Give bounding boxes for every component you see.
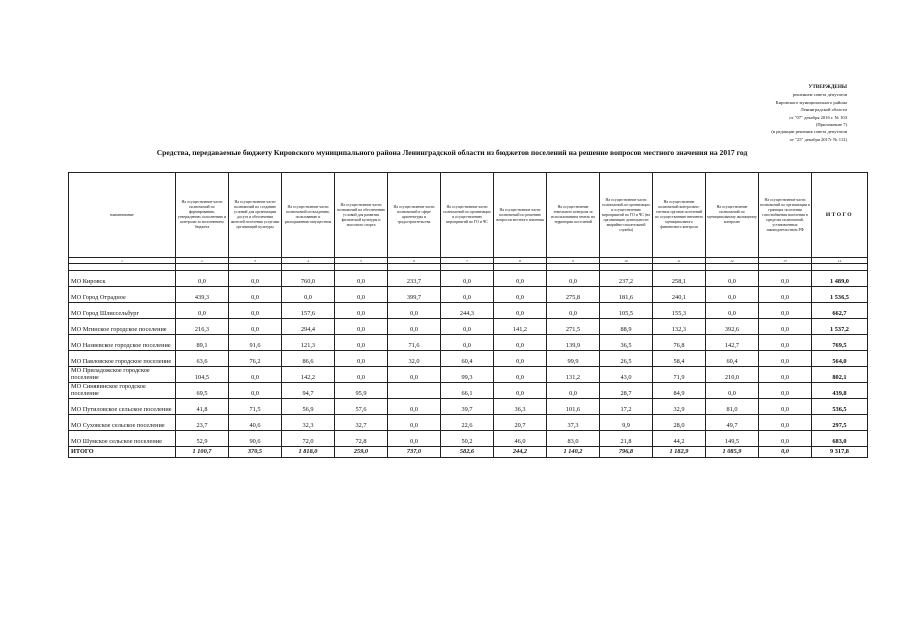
value-cell: 0,0 xyxy=(282,287,335,303)
value-cell: 0,0 xyxy=(229,383,282,399)
value-cell: 26,5 xyxy=(600,351,653,367)
column-number: 1 xyxy=(69,258,176,264)
value-cell: 104,5 xyxy=(176,367,229,383)
column-header: На осуществление части полномочий по обеспечению условий для развития физической культуры и массового спорта xyxy=(335,173,388,258)
row-total-cell: 802,1 xyxy=(812,367,868,383)
table-row xyxy=(69,351,868,367)
spacer-cell xyxy=(69,264,176,271)
value-cell: 32,9 xyxy=(653,399,706,415)
settlement-name: МО Город Шлиссельбург xyxy=(69,303,176,319)
value-cell: 0,0 xyxy=(759,303,812,319)
value-cell: 46,0 xyxy=(494,431,547,447)
value-cell: 0,0 xyxy=(759,319,812,335)
column-header: На осуществление части полномочий по организации и осуществлению мероприятий по ГО и ЧС xyxy=(441,173,494,258)
value-cell: 0,0 xyxy=(494,287,547,303)
value-cell: 399,7 xyxy=(388,287,441,303)
grand-total-row xyxy=(69,447,868,458)
column-number: 14 xyxy=(812,258,868,264)
value-cell: 57,6 xyxy=(335,399,388,415)
value-cell: 294,4 xyxy=(282,319,335,335)
row-total-cell: 683,0 xyxy=(812,431,868,447)
value-cell: 66,1 xyxy=(441,383,494,399)
value-cell: 131,2 xyxy=(547,367,600,383)
spacer-cell xyxy=(335,264,388,271)
column-number: 3 xyxy=(229,258,282,264)
value-cell: 76,2 xyxy=(229,351,282,367)
value-cell: 258,1 xyxy=(653,271,706,287)
table-row xyxy=(69,367,868,383)
value-cell: 9,9 xyxy=(600,415,653,431)
value-cell: 32,7 xyxy=(335,415,388,431)
value-cell: 0,0 xyxy=(335,335,388,351)
value-cell: 0,0 xyxy=(441,335,494,351)
value-cell: 49,7 xyxy=(706,415,759,431)
value-cell: 0,0 xyxy=(388,319,441,335)
row-total-cell: 1 537,2 xyxy=(812,319,868,335)
column-header: На осуществление земельного контроля за использованием земель на территории поселений xyxy=(547,173,600,258)
value-cell: 0,0 xyxy=(441,271,494,287)
value-cell: 81,0 xyxy=(706,399,759,415)
value-cell: 244,3 xyxy=(441,303,494,319)
grand-total-cell: 1 085,9 xyxy=(706,447,759,458)
value-cell: 36,3 xyxy=(494,399,547,415)
column-number: 13 xyxy=(759,258,812,264)
value-cell: 0,0 xyxy=(335,367,388,383)
grand-total-cell: 370,5 xyxy=(229,447,282,458)
value-cell: 94,7 xyxy=(282,383,335,399)
value-cell: 0,0 xyxy=(229,303,282,319)
value-cell: 69,5 xyxy=(176,383,229,399)
value-cell: 101,6 xyxy=(547,399,600,415)
value-cell: 95,9 xyxy=(335,383,388,399)
table-row xyxy=(69,319,868,335)
value-cell: 0,0 xyxy=(494,303,547,319)
column-header: На осуществление части полномочий в сфере архитектуры и градостроительства xyxy=(388,173,441,258)
value-cell: 0,0 xyxy=(388,303,441,319)
value-cell: 0,0 xyxy=(335,271,388,287)
row-total-cell: 662,7 xyxy=(812,303,868,319)
row-total-cell: 564,0 xyxy=(812,351,868,367)
column-header: На осуществление части полномочий по решению вопросов местного значения xyxy=(494,173,547,258)
value-cell: 88,9 xyxy=(600,319,653,335)
value-cell: 0,0 xyxy=(547,271,600,287)
value-cell: 0,0 xyxy=(335,287,388,303)
value-cell: 89,1 xyxy=(176,335,229,351)
table-row xyxy=(69,383,868,399)
value-cell: 233,7 xyxy=(388,271,441,287)
value-cell: 0,0 xyxy=(547,383,600,399)
value-cell: 39,7 xyxy=(441,399,494,415)
spacer-cell xyxy=(600,264,653,271)
spacer-cell xyxy=(706,264,759,271)
column-number: 7 xyxy=(441,258,494,264)
grand-total-cell: 0,0 xyxy=(759,447,812,458)
column-number: 2 xyxy=(176,258,229,264)
value-cell: 63,6 xyxy=(176,351,229,367)
value-cell: 132,3 xyxy=(653,319,706,335)
approval-line: от "25" декабря 2017г № 112) xyxy=(789,136,847,142)
value-cell: 181,6 xyxy=(600,287,653,303)
value-cell: 36,5 xyxy=(600,335,653,351)
value-cell: 157,6 xyxy=(282,303,335,319)
settlement-name: МО Город Отрадное xyxy=(69,287,176,303)
value-cell: 0,0 xyxy=(759,287,812,303)
value-cell: 392,6 xyxy=(706,319,759,335)
value-cell: 216,3 xyxy=(176,319,229,335)
value-cell: 155,3 xyxy=(653,303,706,319)
value-cell: 99,3 xyxy=(441,367,494,383)
value-cell: 0,0 xyxy=(706,383,759,399)
approval-stamp xyxy=(700,84,847,143)
table-row xyxy=(69,415,868,431)
budget-table xyxy=(68,172,868,458)
column-header: На осуществление части полномочий по организации и осуществлению мероприятий по ГО и ЧС (на организацию деятельности аварийно-спасательной службы) xyxy=(600,173,653,258)
value-cell: 139,9 xyxy=(547,335,600,351)
column-header: наименование xyxy=(69,173,176,258)
value-cell: 0,0 xyxy=(229,271,282,287)
value-cell: 71,9 xyxy=(653,367,706,383)
value-cell: 32,0 xyxy=(388,351,441,367)
approval-line: (Приложение 7) xyxy=(815,122,847,128)
value-cell: 44,2 xyxy=(653,431,706,447)
value-cell: 21,8 xyxy=(600,431,653,447)
settlement-name: МО Павловское городское поселение xyxy=(69,351,176,367)
value-cell: 141,2 xyxy=(494,319,547,335)
table-row xyxy=(69,399,868,415)
column-header: На осуществление части полномочий по формированию, утверждению, исполнению и контролю за исполнением бюджета xyxy=(176,173,229,258)
value-cell: 0,0 xyxy=(494,271,547,287)
value-cell: 240,1 xyxy=(653,287,706,303)
spacer-cell xyxy=(388,264,441,271)
table-row xyxy=(69,271,868,287)
value-cell: 52,9 xyxy=(176,431,229,447)
approval-title: УТВЕРЖДЕНЫ xyxy=(808,84,847,90)
grand-total-cell: 259,0 xyxy=(335,447,388,458)
value-cell: 0,0 xyxy=(706,287,759,303)
value-cell: 0,0 xyxy=(759,431,812,447)
row-total-cell: 1 536,5 xyxy=(812,287,868,303)
value-cell: 0,0 xyxy=(494,335,547,351)
settlement-name: МО Синявинское городское поселение xyxy=(69,383,176,399)
value-cell: 83,0 xyxy=(547,431,600,447)
column-header: На осуществление части полномочий по владению, пользованию и распоряжению имуществом xyxy=(282,173,335,258)
table-row xyxy=(69,287,868,303)
value-cell: 20,7 xyxy=(494,415,547,431)
column-number: 11 xyxy=(653,258,706,264)
spacer-cell xyxy=(494,264,547,271)
spacer-cell xyxy=(547,264,600,271)
value-cell: 32,3 xyxy=(282,415,335,431)
grand-total-cell: 737,0 xyxy=(388,447,441,458)
value-cell: 71,5 xyxy=(229,399,282,415)
column-number: 8 xyxy=(494,258,547,264)
grand-total-cell: 1 818,0 xyxy=(282,447,335,458)
value-cell: 23,7 xyxy=(176,415,229,431)
value-cell: 121,3 xyxy=(282,335,335,351)
value-cell: 72,8 xyxy=(335,431,388,447)
grand-total-cell: 1 182,9 xyxy=(653,447,706,458)
spacer-cell xyxy=(176,264,229,271)
table-row xyxy=(69,431,868,447)
value-cell: 71,6 xyxy=(388,335,441,351)
column-header: На осуществление полномочий контрольно-счетных органов поселений по осуществлению внешнего муниципального финансового контроля xyxy=(653,173,706,258)
row-total-cell: 439,8 xyxy=(812,383,868,399)
settlement-name: МО Кировск xyxy=(69,271,176,287)
column-header-total: ИТОГО xyxy=(812,173,868,258)
approval-line: Ленинградской области xyxy=(800,107,847,113)
value-cell: 0,0 xyxy=(759,367,812,383)
spacer-cell xyxy=(812,264,868,271)
value-cell: 0,0 xyxy=(759,351,812,367)
value-cell: 86,6 xyxy=(282,351,335,367)
value-cell: 0,0 xyxy=(441,319,494,335)
grand-total-cell: 1 140,2 xyxy=(547,447,600,458)
value-cell: 149,5 xyxy=(706,431,759,447)
spacer-cell xyxy=(229,264,282,271)
value-cell: 17,2 xyxy=(600,399,653,415)
spacer-row xyxy=(69,264,868,271)
settlement-name: МО Путиловское сельское поселение xyxy=(69,399,176,415)
settlement-name: МО Приладожское городское поселение xyxy=(69,367,176,383)
approval-line: Кировского муниципального района xyxy=(775,99,847,105)
value-cell: 50,2 xyxy=(441,431,494,447)
value-cell: 0,0 xyxy=(441,287,494,303)
value-cell: 56,9 xyxy=(282,399,335,415)
value-cell: 0,0 xyxy=(759,415,812,431)
value-cell: 72,0 xyxy=(282,431,335,447)
value-cell: 0,0 xyxy=(176,303,229,319)
value-cell: 0,0 xyxy=(335,351,388,367)
value-cell: 0,0 xyxy=(759,399,812,415)
row-total-cell: 1 489,0 xyxy=(812,271,868,287)
value-cell: 142,7 xyxy=(706,335,759,351)
value-cell: 99,9 xyxy=(547,351,600,367)
value-cell: 210,0 xyxy=(706,367,759,383)
table-row xyxy=(69,335,868,351)
value-cell: 271,5 xyxy=(547,319,600,335)
grand-total-cell: 582,6 xyxy=(441,447,494,458)
column-number: 6 xyxy=(388,258,441,264)
value-cell: 0,0 xyxy=(388,431,441,447)
approval-line: (в редакции решения совета депутатов xyxy=(771,129,847,135)
grand-total-cell: 1 100,7 xyxy=(176,447,229,458)
table-row xyxy=(69,303,868,319)
value-cell: 84,9 xyxy=(653,383,706,399)
value-cell: 105,5 xyxy=(600,303,653,319)
value-cell: 0,0 xyxy=(706,271,759,287)
column-header: На осуществление части полномочий по организации в границах поселения газоснабжения населения в пределах полномочий, установленных законодательством РФ xyxy=(759,173,812,258)
approval-line: от "07" декабря 2016 г. № 103 xyxy=(789,114,847,120)
value-cell: 0,0 xyxy=(335,319,388,335)
column-header: На осуществление полномочий по муниципальному жилищному контролю xyxy=(706,173,759,258)
table-header-row xyxy=(69,173,868,258)
value-cell: 43,0 xyxy=(600,367,653,383)
column-header: На осуществление части полномочий по созданию условий для организации досуга и обеспечения жителей поселения услугами организаций культуры xyxy=(229,173,282,258)
value-cell: 0,0 xyxy=(759,383,812,399)
column-number: 9 xyxy=(547,258,600,264)
grand-total-cell: 244,2 xyxy=(494,447,547,458)
grand-total-cell: 796,8 xyxy=(600,447,653,458)
value-cell: 0,0 xyxy=(547,303,600,319)
spacer-cell xyxy=(653,264,706,271)
value-cell: 0,0 xyxy=(388,399,441,415)
value-cell: 91,6 xyxy=(229,335,282,351)
value-cell: 760,0 xyxy=(282,271,335,287)
value-cell: 40,6 xyxy=(229,415,282,431)
value-cell: 0,0 xyxy=(335,303,388,319)
column-number: 10 xyxy=(600,258,653,264)
value-cell: 41,8 xyxy=(176,399,229,415)
value-cell: 0,0 xyxy=(388,367,441,383)
value-cell: 28,7 xyxy=(600,383,653,399)
value-cell: 237,2 xyxy=(600,271,653,287)
row-total-cell: 536,5 xyxy=(812,399,868,415)
column-number: 4 xyxy=(282,258,335,264)
value-cell: 0,0 xyxy=(388,415,441,431)
column-number: 12 xyxy=(706,258,759,264)
value-cell: 0,0 xyxy=(176,271,229,287)
value-cell: 0,0 xyxy=(706,303,759,319)
row-total-cell: 297,5 xyxy=(812,415,868,431)
spacer-cell xyxy=(441,264,494,271)
grand-total-sum: 9 317,8 xyxy=(812,447,868,458)
value-cell: 0,0 xyxy=(229,367,282,383)
value-cell: 439,3 xyxy=(176,287,229,303)
row-total-cell: 769,5 xyxy=(812,335,868,351)
value-cell: 0,0 xyxy=(229,287,282,303)
spacer-cell xyxy=(759,264,812,271)
value-cell: 28,0 xyxy=(653,415,706,431)
value-cell: 0,0 xyxy=(759,271,812,287)
value-cell: 0,0 xyxy=(759,335,812,351)
value-cell: 60,4 xyxy=(706,351,759,367)
value-cell: 22,6 xyxy=(441,415,494,431)
value-cell: 0,0 xyxy=(494,351,547,367)
value-cell: 0,0 xyxy=(494,367,547,383)
value-cell: 0,0 xyxy=(229,319,282,335)
settlement-name: МО Суховское сельское поселение xyxy=(69,415,176,431)
value-cell: 275,8 xyxy=(547,287,600,303)
value-cell xyxy=(388,383,441,399)
spacer-cell xyxy=(282,264,335,271)
value-cell: 142,2 xyxy=(282,367,335,383)
settlement-name: МО Шумское сельское поселение xyxy=(69,431,176,447)
settlement-name: МО Назиевское городское поселение xyxy=(69,335,176,351)
column-number: 5 xyxy=(335,258,388,264)
grand-total-label: ИТОГО xyxy=(69,447,176,458)
value-cell: 37,3 xyxy=(547,415,600,431)
document-title: Средства, передаваемые бюджету Кировского муниципального района Ленинградской области из бюджетов поселений на решение вопросов местного значения на 2017 год xyxy=(156,148,748,157)
value-cell: 0,0 xyxy=(494,383,547,399)
value-cell: 58,4 xyxy=(653,351,706,367)
settlement-name: МО Мгинское городское поселение xyxy=(69,319,176,335)
value-cell: 60,4 xyxy=(441,351,494,367)
value-cell: 76,8 xyxy=(653,335,706,351)
approval-line: решением совета депутатов xyxy=(792,92,847,98)
value-cell: 90,6 xyxy=(229,431,282,447)
